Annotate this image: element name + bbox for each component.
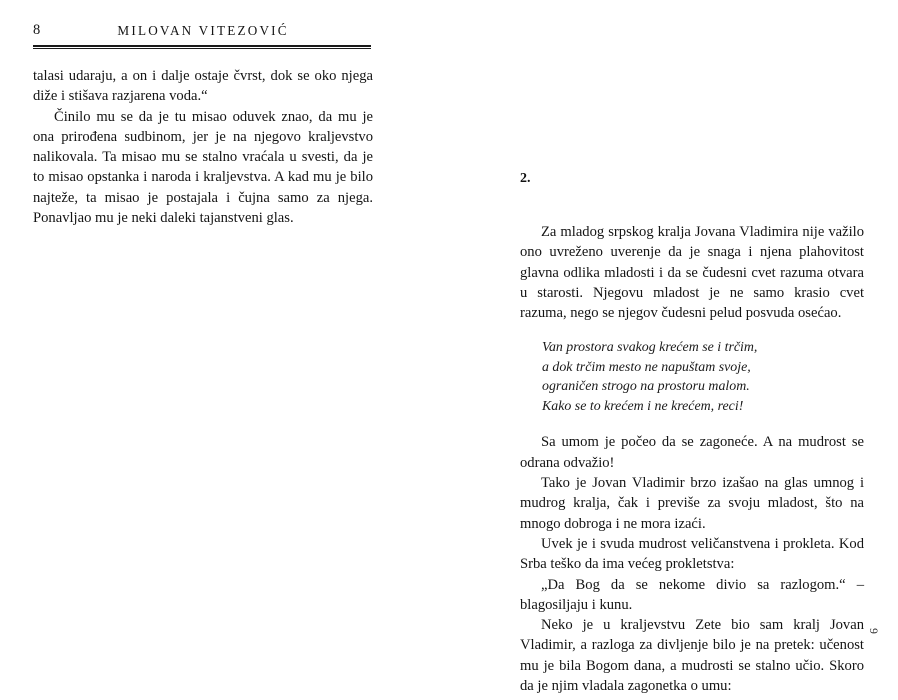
verso-page-number: 8 [33, 22, 41, 38]
verso-text-column [33, 66, 373, 228]
verse-line-1: Van prostora svakog krećem se i trčim, [542, 340, 758, 356]
recto-page-number: 9 [867, 628, 879, 634]
verse-quotation-block [520, 338, 864, 416]
verso-paragraph-2: Činilo mu se da je tu misao oduvek znao, da mu je ona prirođena sudbinom, jer je na njegovo kraljevstvo nalikovala. Ta misao mu se stalno vraćala u svesti, da je to misao opstanka i naroda i kraljevstva. A kad mu je bilo najteže, ta misao je postajala i čujna samo za njega. Ponavljao mu je neki daleki tajanstveni glas. [33, 108, 373, 227]
recto-paragraph-3: Tako je Jovan Vladimir brzo izašao na glas umnog i mudrog kralja, čak i previše za svoju mladost, što na mnogo dobroga i ne mora izaći. [520, 475, 864, 532]
verso-paragraph-1: talasi udaraju, a on i dalje ostaje čvrst, dok se oko njega diže i stišava razjarena voda.“ [33, 68, 373, 105]
recto-text-column [520, 222, 864, 696]
verse-line-4: Kako se to krećem i ne krećem, reci! [542, 398, 744, 414]
recto-paragraph-5: „Da Bog da se nekome divio sa razlogom.“ – blagosiljaju i kunu. [520, 576, 864, 613]
recto-paragraph-1: Za mladog srpskog kralja Jovana Vladimira nije važilo ono uvreženo uverenje da je snaga i njena plahovitost glavna odlika mladosti i da se čudesni cvet razuma otvara u starosti. Njegovu mladost je ne samo krasio cvet razuma, nego se njegov čudesni pelud posvuda osećao. [520, 224, 864, 322]
chapter-number-heading: 2. [520, 171, 531, 186]
header-double-rule [33, 45, 371, 49]
recto-page [449, 0, 898, 700]
verse-line-3: ograničen strogo na prostoru malom. [542, 379, 750, 395]
header-rule-thin [33, 48, 371, 49]
verse-line-2: a dok trčim mesto ne napuštam svoje, [542, 359, 751, 375]
recto-paragraph-4: Uvek je i svuda mudrost veličanstvena i prokleta. Kod Srba teško da ima većeg prokletstva: [520, 535, 864, 573]
header-rule-thick [33, 45, 371, 47]
verso-running-header [33, 20, 371, 44]
recto-paragraph-6: Neko je u kraljevstvu Zete bio sam kralj Jovan Vladimir, a razloga za divljenje bilo je na pretek: učenost mu je bila Bogom dana, a mudrosti se stalno učio. Skoro da je njim vladala zagonetka o umu: [520, 617, 864, 695]
running-head-author: MILOVAN VITEZOVIĆ [117, 23, 289, 38]
recto-paragraph-2: Sa umom je počeo da se zagoneće. A na mudrost se odrana odvažio! [520, 434, 864, 471]
